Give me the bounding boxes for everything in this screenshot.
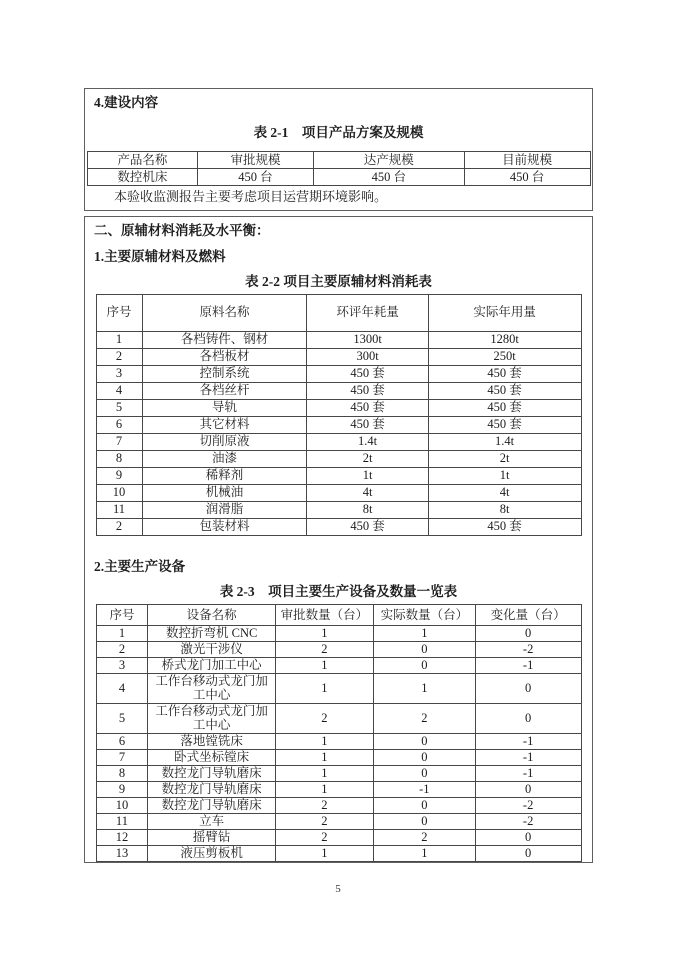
table-row <box>87 169 590 186</box>
table-cell: 各档铸件、钢材 <box>142 331 307 348</box>
table-cell: 4 <box>96 674 148 704</box>
table-cell: 0 <box>373 765 475 781</box>
table-cell: -1 <box>475 749 581 765</box>
table-cell: 工作台移动式龙门加工中心 <box>148 703 276 733</box>
table-cell: 9 <box>96 781 148 797</box>
table-row <box>96 765 581 781</box>
construction-note: 本验收监测报告主要考虑项目运营期环境影响。 <box>114 189 388 205</box>
table-cell: 各档板材 <box>142 348 307 365</box>
table-cell: 稀释剂 <box>142 467 307 484</box>
table-cell: 4t <box>428 484 581 501</box>
table-cell: 0 <box>373 642 475 658</box>
table-cell: -1 <box>475 733 581 749</box>
table-cell: 2t <box>307 450 428 467</box>
table-2-1-products <box>87 151 591 186</box>
table-cell: 1 <box>373 626 475 642</box>
table-cell: 1280t <box>428 331 581 348</box>
table-cell: 0 <box>475 829 581 845</box>
table-cell: 1300t <box>307 331 428 348</box>
table-cell: 8 <box>96 765 148 781</box>
table-cell: 450 套 <box>428 518 581 535</box>
table-row <box>96 674 581 704</box>
table-cell: 0 <box>373 797 475 813</box>
table-cell: 切削原液 <box>142 433 307 450</box>
table-cell: 0 <box>475 781 581 797</box>
table-cell: 1 <box>96 331 142 348</box>
table-cell: 8 <box>96 450 142 467</box>
table-cell: 0 <box>475 845 581 861</box>
table-cell: 450 套 <box>307 518 428 535</box>
table-2-3-head <box>96 605 581 626</box>
column-header: 实际数量（台） <box>373 605 475 626</box>
table-cell: 10 <box>96 484 142 501</box>
materials-sub-heading: 1.主要原辅材料及燃料 <box>94 248 226 264</box>
table-cell: -1 <box>475 658 581 674</box>
table-cell: 11 <box>96 501 142 518</box>
table-cell: 9 <box>96 467 142 484</box>
table-cell: 4t <box>307 484 428 501</box>
table-row <box>96 382 581 399</box>
table-cell: 450 套 <box>428 416 581 433</box>
section-materials-box <box>84 216 593 863</box>
table-cell: 2 <box>275 829 373 845</box>
table-cell: 7 <box>96 433 142 450</box>
table-cell: 4 <box>96 382 142 399</box>
table-2-1-title: 表 2-1 项目产品方案及规模 <box>253 124 424 140</box>
table-header-row <box>87 152 590 169</box>
table-row <box>96 781 581 797</box>
table-row <box>96 642 581 658</box>
table-cell: 5 <box>96 399 142 416</box>
column-header: 审批数量（台） <box>275 605 373 626</box>
table-cell: 450 套 <box>307 416 428 433</box>
table-cell: 油漆 <box>142 450 307 467</box>
table-row <box>96 845 581 861</box>
equipment-sub-heading: 2.主要生产设备 <box>94 558 186 574</box>
table-cell: -1 <box>373 781 475 797</box>
table-cell: 数控机床 <box>87 169 198 186</box>
table-cell: 激光干涉仪 <box>148 642 276 658</box>
table-cell: -1 <box>475 765 581 781</box>
table-cell: 450 台 <box>198 169 314 186</box>
table-2-2-body <box>96 331 581 535</box>
table-row <box>96 399 581 416</box>
table-cell: 250t <box>428 348 581 365</box>
table-2-1-body <box>87 169 590 186</box>
table-cell: 数控龙门导轨磨床 <box>148 797 276 813</box>
table-cell: 机械油 <box>142 484 307 501</box>
table-cell: 1t <box>307 467 428 484</box>
table-cell: 0 <box>373 813 475 829</box>
table-cell: 8t <box>428 501 581 518</box>
table-cell: 2 <box>275 813 373 829</box>
table-2-3-title: 表 2-3 项目主要生产设备及数量一览表 <box>219 583 458 599</box>
table-cell: 8t <box>307 501 428 518</box>
table-cell: 1 <box>275 674 373 704</box>
table-row <box>96 348 581 365</box>
table-row <box>96 797 581 813</box>
table-cell: 润滑脂 <box>142 501 307 518</box>
table-cell: 1 <box>275 781 373 797</box>
table-row <box>96 331 581 348</box>
column-header: 原料名称 <box>142 294 307 331</box>
table-cell: 1.4t <box>307 433 428 450</box>
table-row <box>96 365 581 382</box>
table-cell: 立车 <box>148 813 276 829</box>
table-cell: 摇臂钻 <box>148 829 276 845</box>
table-row <box>96 433 581 450</box>
table-cell: 3 <box>96 365 142 382</box>
table-cell: 工作台移动式龙门加工中心 <box>148 674 276 704</box>
table-row <box>96 416 581 433</box>
table-cell: -2 <box>475 797 581 813</box>
table-cell: 11 <box>96 813 148 829</box>
section-construction-box <box>84 88 593 211</box>
column-header: 序号 <box>96 294 142 331</box>
table-2-2-title: 表 2-2 项目主要原辅材料消耗表 <box>245 273 432 289</box>
table-cell: 其它材料 <box>142 416 307 433</box>
table-cell: 450 套 <box>307 382 428 399</box>
table-cell: 450 台 <box>313 169 464 186</box>
table-cell: 2 <box>275 642 373 658</box>
table-cell: 0 <box>373 749 475 765</box>
table-row <box>96 813 581 829</box>
table-cell: 2 <box>373 703 475 733</box>
table-cell: 数控龙门导轨磨床 <box>148 781 276 797</box>
table-cell: 1 <box>275 765 373 781</box>
table-cell: 2 <box>373 829 475 845</box>
column-header: 序号 <box>96 605 148 626</box>
construction-heading: 4.建设内容 <box>94 95 159 110</box>
table-cell: 控制系统 <box>142 365 307 382</box>
table-2-3-equipment <box>96 604 582 862</box>
table-cell: 450 套 <box>307 365 428 382</box>
table-row <box>96 703 581 733</box>
table-cell: 450 套 <box>307 399 428 416</box>
materials-section-heading: 二、原辅材料消耗及水平衡： <box>94 223 270 238</box>
table-cell: 300t <box>307 348 428 365</box>
table-cell: 0 <box>475 626 581 642</box>
table-row <box>96 450 581 467</box>
table-cell: 0 <box>373 658 475 674</box>
table-cell: 1 <box>373 845 475 861</box>
table-cell: 1.4t <box>428 433 581 450</box>
column-header: 达产规模 <box>313 152 464 169</box>
table-cell: 2 <box>275 797 373 813</box>
table-row <box>96 467 581 484</box>
table-cell: 2 <box>96 642 148 658</box>
table-cell: 桥式龙门加工中心 <box>148 658 276 674</box>
table-cell: 12 <box>96 829 148 845</box>
table-row <box>96 484 581 501</box>
table-cell: 1 <box>275 845 373 861</box>
table-row <box>96 501 581 518</box>
table-row <box>96 658 581 674</box>
table-2-2-head <box>96 294 581 331</box>
column-header: 环评年耗量 <box>307 294 428 331</box>
table-cell: 1 <box>275 749 373 765</box>
table-cell: 卧式坐标镗床 <box>148 749 276 765</box>
table-row <box>96 749 581 765</box>
table-cell: 13 <box>96 845 148 861</box>
column-header: 审批规模 <box>198 152 314 169</box>
table-cell: 2 <box>275 703 373 733</box>
table-2-2-materials <box>96 294 582 536</box>
table-cell: 1 <box>96 626 148 642</box>
table-2-3-body <box>96 626 581 862</box>
column-header: 实际年用量 <box>428 294 581 331</box>
column-header: 目前规模 <box>464 152 590 169</box>
table-cell: 数控龙门导轨磨床 <box>148 765 276 781</box>
table-cell: 0 <box>475 674 581 704</box>
table-cell: -2 <box>475 813 581 829</box>
column-header: 变化量（台） <box>475 605 581 626</box>
table-cell: -2 <box>475 642 581 658</box>
table-row <box>96 518 581 535</box>
table-2-1-head <box>87 152 590 169</box>
table-cell: 1 <box>275 733 373 749</box>
table-cell: 450 套 <box>428 382 581 399</box>
table-cell: 数控折弯机 CNC <box>148 626 276 642</box>
table-cell: 6 <box>96 733 148 749</box>
table-cell: 0 <box>373 733 475 749</box>
table-cell: 1 <box>275 658 373 674</box>
table-row <box>96 733 581 749</box>
page-number: 5 <box>335 883 341 895</box>
table-cell: 2 <box>96 348 142 365</box>
table-cell: 450 台 <box>464 169 590 186</box>
table-cell: 导轨 <box>142 399 307 416</box>
table-cell: 液压剪板机 <box>148 845 276 861</box>
table-cell: 2 <box>96 518 142 535</box>
table-cell: 1t <box>428 467 581 484</box>
table-row <box>96 829 581 845</box>
table-cell: 450 套 <box>428 365 581 382</box>
column-header: 产品名称 <box>87 152 198 169</box>
table-cell: 落地镗铣床 <box>148 733 276 749</box>
table-cell: 各档丝杆 <box>142 382 307 399</box>
table-cell: 7 <box>96 749 148 765</box>
column-header: 设备名称 <box>148 605 276 626</box>
table-cell: 10 <box>96 797 148 813</box>
table-header-row <box>96 294 581 331</box>
table-cell: 450 套 <box>428 399 581 416</box>
table-cell: 3 <box>96 658 148 674</box>
table-cell: 0 <box>475 703 581 733</box>
table-cell: 2t <box>428 450 581 467</box>
table-cell: 1 <box>275 626 373 642</box>
table-row <box>96 626 581 642</box>
table-cell: 1 <box>373 674 475 704</box>
table-cell: 6 <box>96 416 142 433</box>
table-cell: 包装材料 <box>142 518 307 535</box>
table-cell: 5 <box>96 703 148 733</box>
table-header-row <box>96 605 581 626</box>
